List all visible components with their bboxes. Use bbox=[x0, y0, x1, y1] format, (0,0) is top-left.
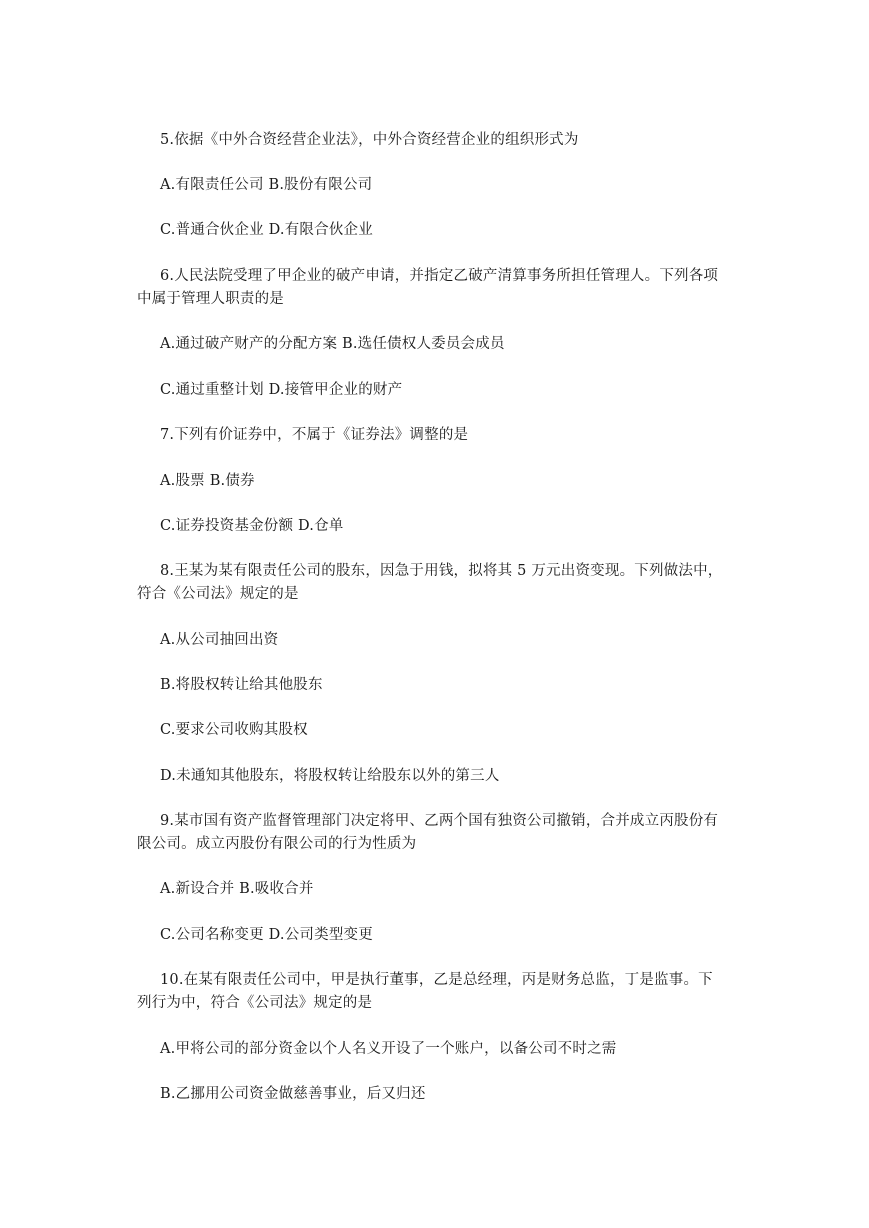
question-6-stem-line-1: 6.人民法院受理了甲企业的破产申请，并指定乙破产清算事务所担任管理人。下列各项 bbox=[160, 268, 719, 284]
question-8-stem-line-2: 符合《公司法》规定的是 bbox=[137, 586, 299, 602]
question-10-stem-line-2: 列行为中，符合《公司法》规定的是 bbox=[137, 995, 373, 1011]
question-9-stem-line-1: 9.某市国有资产监督管理部门决定将甲、乙两个国有独资公司撤销，合并成立丙股份有 bbox=[160, 813, 719, 829]
question-9-option-ab: A.新设合并 B.吸收合并 bbox=[160, 881, 314, 897]
question-8-option-c: C.要求公司收购其股权 bbox=[160, 722, 308, 738]
question-10-option-b: B.乙挪用公司资金做慈善事业，后又归还 bbox=[160, 1086, 426, 1102]
question-9-option-cd: C.公司名称变更 D.公司类型变更 bbox=[160, 927, 373, 943]
question-9-stem-line-2: 限公司。成立丙股份有限公司的行为性质为 bbox=[137, 836, 417, 852]
question-10-option-a: A.甲将公司的部分资金以个人名义开设了一个账户，以备公司不时之需 bbox=[160, 1041, 617, 1057]
question-6-option-cd: C.通过重整计划 D.接管甲企业的财产 bbox=[160, 382, 403, 398]
question-7-option-cd: C.证券投资基金份额 D.仓单 bbox=[160, 518, 344, 534]
question-8-stem-line-1: 8.王某为某有限责任公司的股东，因急于用钱，拟将其 5 万元出资变现。下列做法中， bbox=[160, 563, 723, 579]
question-6-option-ab: A.通过破产财产的分配方案 B.选任债权人委员会成员 bbox=[160, 336, 505, 352]
question-5-stem: 5.依据《中外合资经营企业法》，中外合资经营企业的组织形式为 bbox=[160, 132, 579, 148]
question-10-stem-line-1: 10.在某有限责任公司中，甲是执行董事，乙是总经理，丙是财务总监，丁是监事。下 bbox=[160, 972, 713, 988]
question-8-option-b: B.将股权转让给其他股东 bbox=[160, 677, 323, 693]
question-5-option-ab: A.有限责任公司 B.股份有限公司 bbox=[160, 177, 373, 193]
question-7-option-ab: A.股票 B.债券 bbox=[160, 473, 255, 489]
question-6-stem-line-2: 中属于管理人职责的是 bbox=[137, 291, 284, 307]
question-5-option-cd: C.普通合伙企业 D.有限合伙企业 bbox=[160, 222, 373, 238]
question-8-option-a: A.从公司抽回出资 bbox=[160, 632, 279, 648]
question-7-stem: 7.下列有价证券中，不属于《证券法》调整的是 bbox=[160, 427, 469, 443]
question-8-option-d: D.未通知其他股东，将股权转让给股东以外的第三人 bbox=[160, 768, 500, 784]
